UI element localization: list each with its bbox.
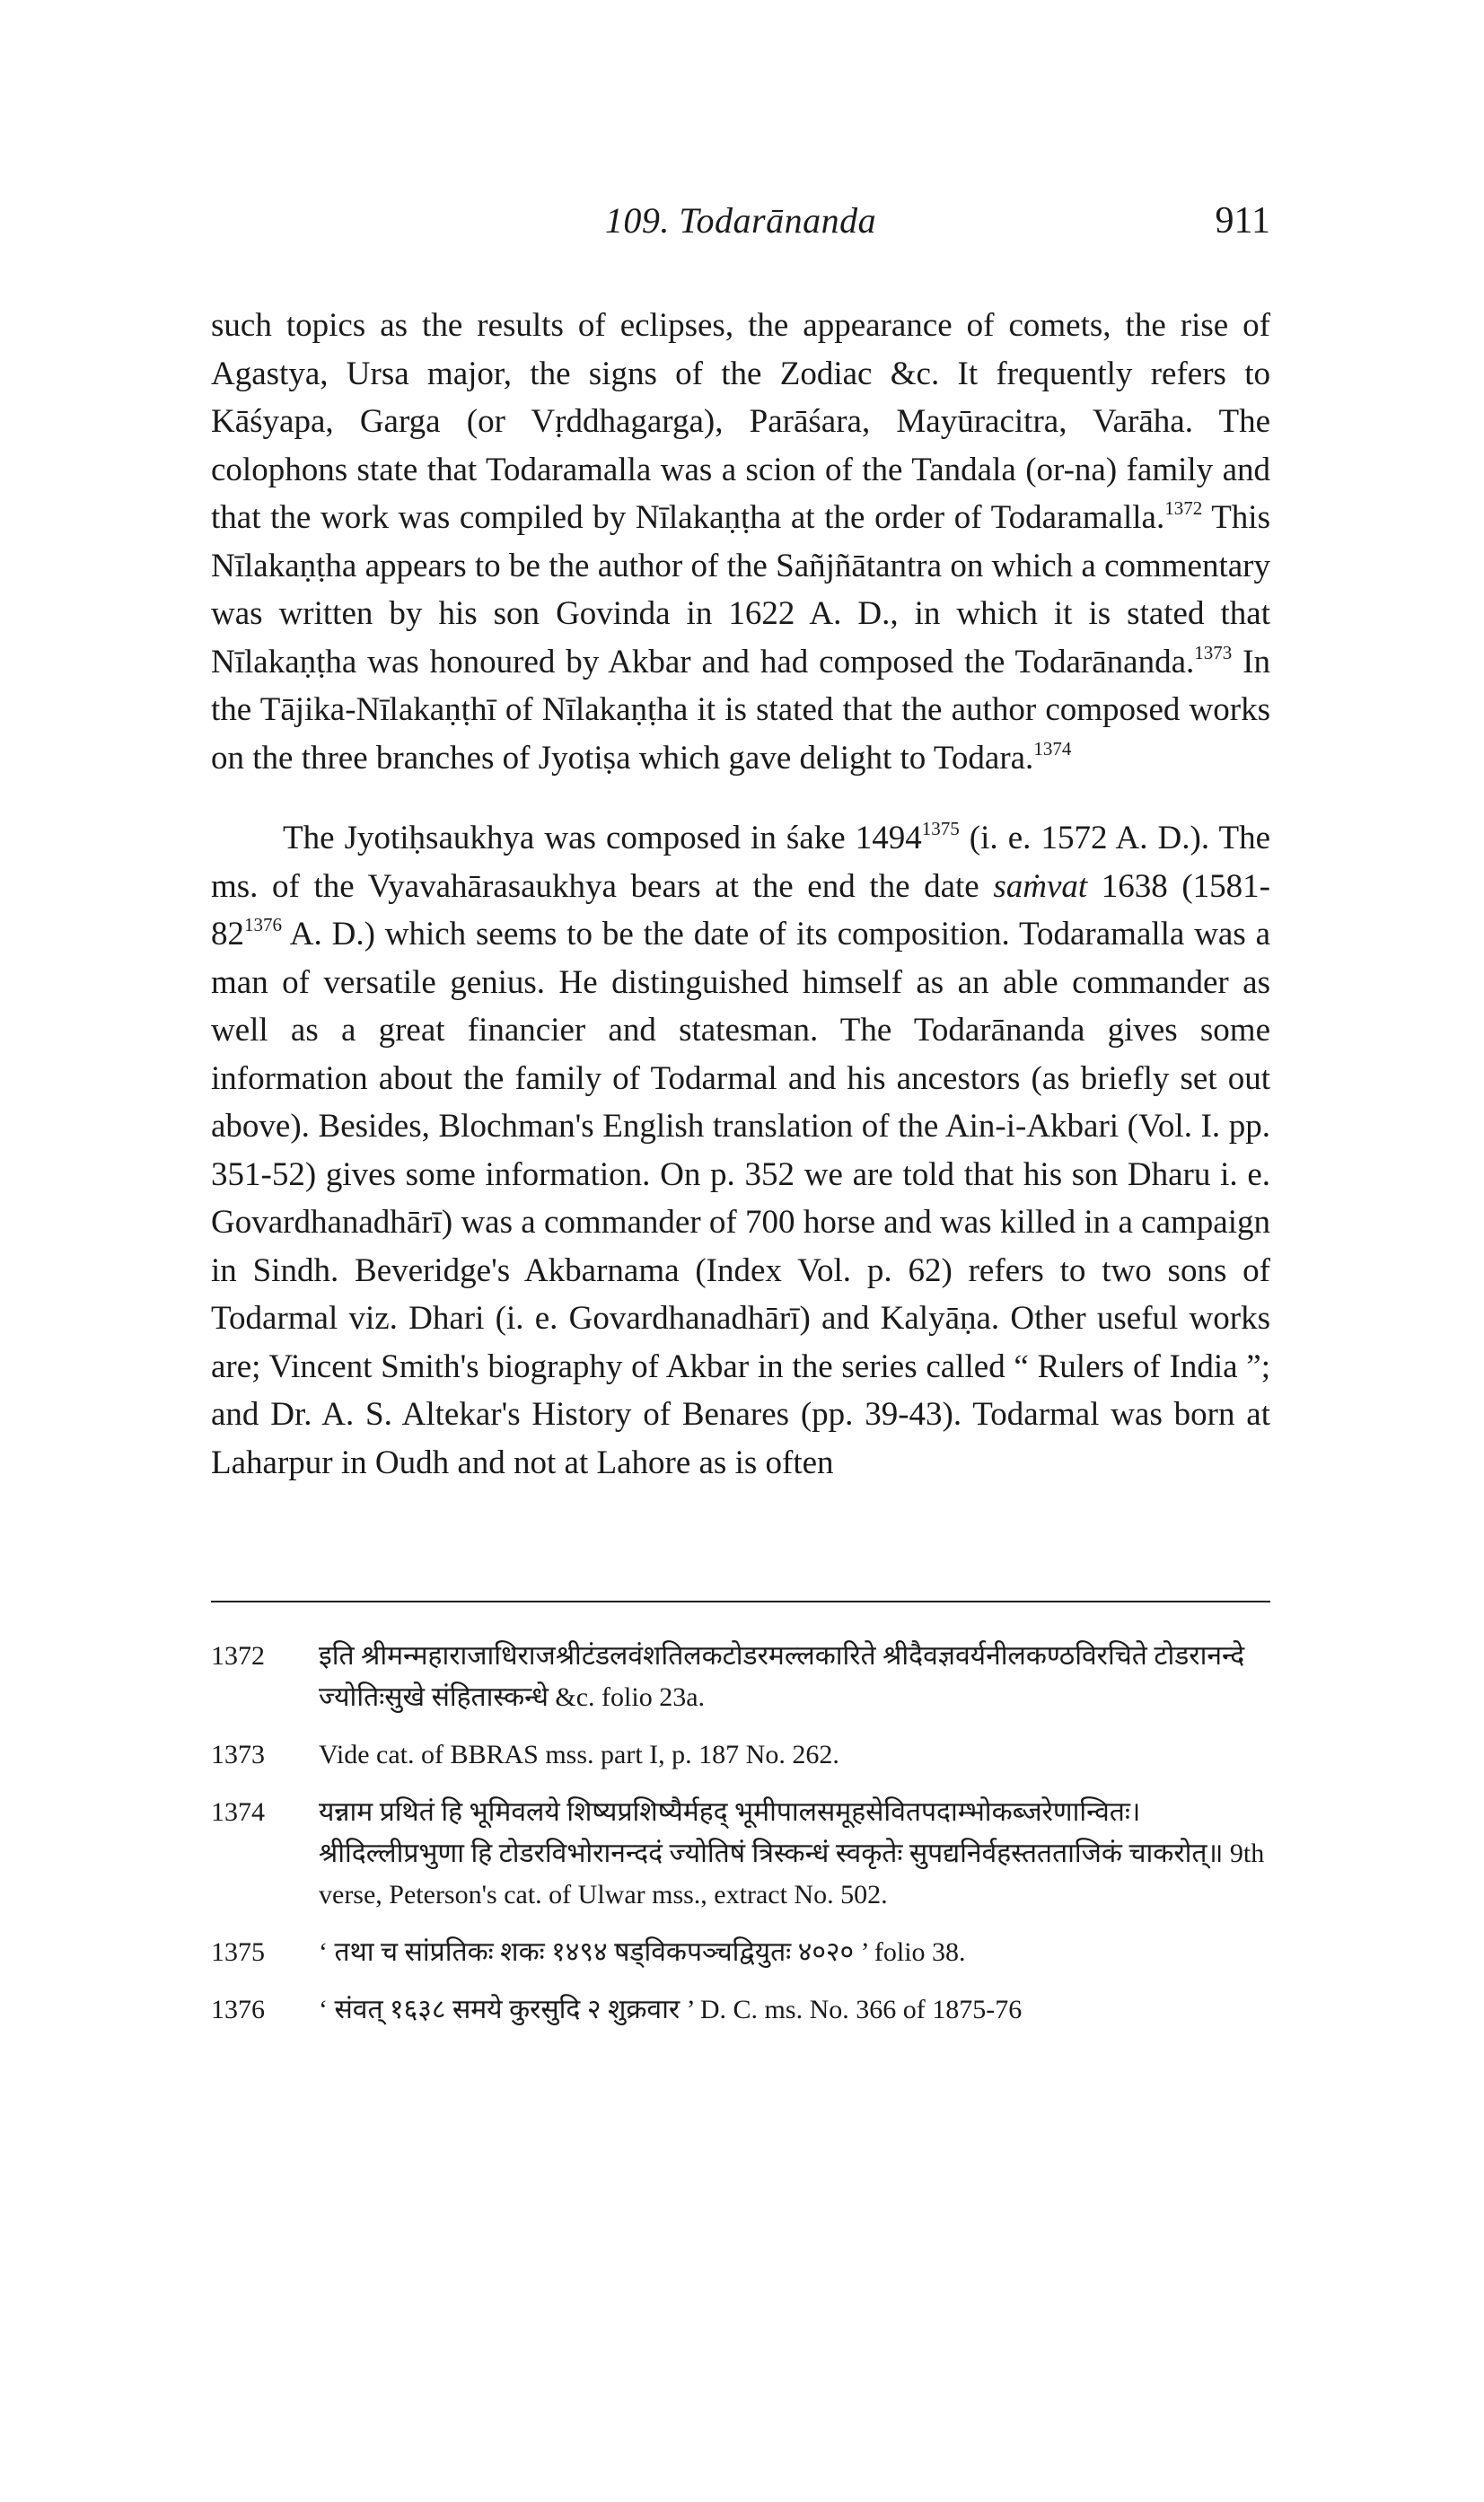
text-run: In the Tājika-Nīlakaṇṭhī of Nīlakaṇṭha it is stated that the author composed works on the three branches of Jyotiṣa which gave delight to Todara.	[211, 643, 1270, 777]
footnote-item	[211, 1792, 1279, 1916]
footnote-text: ‘ तथा च सांप्रतिकः शकः १४९४ षड्विकपञ्चद्वियुतः ४०२० ’ folio 38.	[319, 1937, 966, 1967]
chapter-title: 109. Todarānanda	[604, 200, 877, 241]
footnote-ref: 1373	[1194, 641, 1233, 663]
footnote-text: Vide cat. of BBRAS mss. part I, p. 187 No. 262.	[319, 1740, 839, 1769]
paragraph-1	[211, 302, 1270, 782]
text-run: such topics as the results of eclipses, the appearance of comets, the rise of Agastya, Ursa major, the signs of the Zodiac &c. It frequently refers to Kāśyapa, Garga (or Vṛddhagarga), Parāśara, Mayūracitra, Varāha. The colophons state that Todaramalla was a scion of the Tandala (or-na) family and that the work was compiled by Nīlakaṇṭha at the order of Todaramalla.	[211, 307, 1270, 536]
footnote-number: 1375	[211, 1937, 265, 1967]
footnote-text: यन्नाम प्रथितं हि भूमिवलये शिष्यप्रशिष्यैर्महद् भूमीपालसमूहसेवितपदाम्भोकब्जरेणान्वितः। श्रीदिल्लीप्रभुणा हि टोडरविभोरानन्ददं ज्योतिषं त्रिस्कन्धं स्वकृतेः सुपद्यनिर्वहस्ततताजिकं चाकरोत्॥ 9th verse, Peterson's cat. of Ulwar mss., extract No. 502.	[319, 1797, 1265, 1909]
footnote-text: ‘ संवत् १६३८ समये कुरसुदि २ शुक्रवार ’ D. C. ms. No. 366 of 1875-76	[319, 1995, 1023, 2024]
text-run: (i. e. 1572 A. D.). The ms. of the Vyavahārasaukhya bears at the end the date	[211, 820, 1270, 905]
text-run: This Nīlakaṇṭha appears to be the author of the Sañjñātantra on which a commentary was written by his son Govinda in 1622 A. D., in which it is stated that Nīlakaṇṭha was honoured by Akbar and had composed the Todarānanda.	[211, 499, 1270, 680]
text-run: The Jyotiḥsaukhya was composed in śake 1494	[283, 820, 922, 856]
footnote-item	[211, 1636, 1279, 1718]
text-run: 1638 (1581-82	[211, 867, 1270, 953]
footnote-number: 1372	[211, 1641, 265, 1671]
footnote-divider	[211, 1601, 1270, 1602]
footnote-number: 1373	[211, 1740, 265, 1769]
page-number: 911	[1215, 200, 1270, 241]
main-text	[211, 302, 1270, 1487]
footnote-text: इति श्रीमन्महाराजाधिराजश्रीटंडलवंशतिलकटोडरमल्लकारिते श्रीदैवज्ञवर्यनीलकण्ठविरचिते टोडरानन्दे ज्योतिःसुखे संहितास्कन्धे &c. folio 23a.	[319, 1641, 1245, 1712]
page-header	[211, 199, 1270, 253]
footnote-ref: 1374	[1033, 737, 1072, 759]
footnote-item	[211, 1734, 1279, 1776]
footnote-ref: 1372	[1164, 497, 1203, 519]
footnote-item	[211, 1989, 1279, 2031]
footnote-ref: 1375	[921, 818, 960, 839]
italic-term: saṁvat	[993, 867, 1088, 905]
footnotes	[211, 1636, 1279, 2047]
paragraph-2	[211, 814, 1270, 1487]
footnote-number: 1374	[211, 1797, 265, 1827]
footnote-number: 1376	[211, 1995, 265, 2024]
footnote-item	[211, 1932, 1279, 1973]
text-run: A. D.) which seems to be the date of its composition. Todaramalla was a man of versatile genius. He distinguished himself as an able commander as well as a great financier and statesman. The Todarānanda gives some information about the family of Todarmal and his ancestors (as briefly set out above). Besides, Blochman's English translation of the Ain-i-Akbari (Vol. I. pp. 351-52) gives some information. On p. 352 we are told that his son Dharu i. e. Govardhanadhārī) was a commander of 700 horse and was killed in a campaign in Sindh. Beveridge's Akbarnama (Index Vol. p. 62) refers to two sons of Todarmal viz. Dhari (i. e. Govardhanadhārī) and Kalyāṇa. Other useful works are; Vincent Smith's biography of Akbar in the series called “ Rulers of India ”; and Dr. A. S. Altekar's History of Benares (pp. 39-43). Todarmal was born at Laharpur in Oudh and not at Lahore as is often	[211, 916, 1270, 1481]
footnote-ref: 1376	[244, 914, 282, 935]
